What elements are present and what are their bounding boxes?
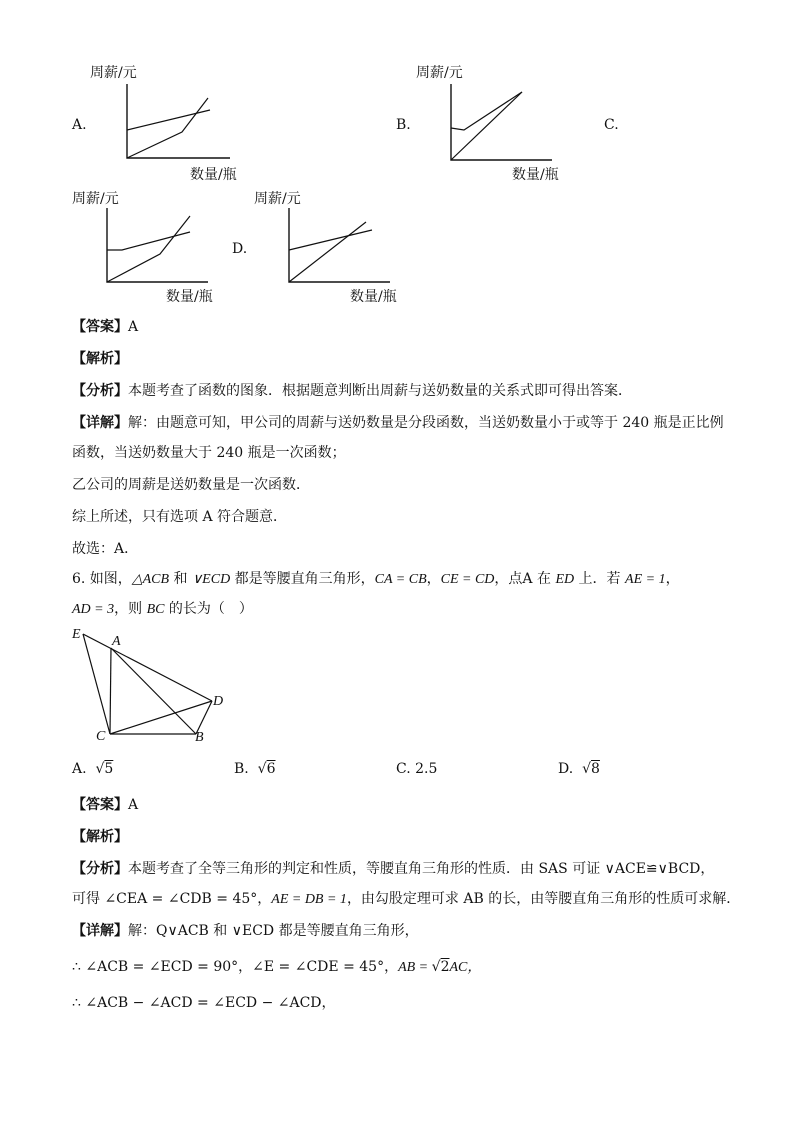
- stem-text: 和: [169, 571, 192, 587]
- axes: [107, 208, 208, 282]
- point-d-label: D: [213, 694, 224, 709]
- option-value: 5: [104, 761, 114, 777]
- segment-e-c: [83, 634, 110, 734]
- q6-stem-line-1: [72, 570, 680, 589]
- point-c-label: C: [96, 729, 106, 744]
- answer-tag: 【答案】: [72, 797, 128, 813]
- answer-value: A: [128, 797, 139, 813]
- stem-text: 6. 如图，: [72, 571, 132, 587]
- x-axis-label: 数量/瓶: [350, 289, 397, 305]
- sqrt-icon: √: [95, 761, 105, 777]
- q6-geometry-figure: [66, 624, 236, 744]
- line-jia: [451, 92, 522, 160]
- triangle-acb: △ACB: [131, 572, 170, 587]
- condition-ce-cd: CE = CD: [440, 572, 495, 587]
- line-yi: [451, 92, 522, 130]
- segment-a-b: [111, 648, 196, 734]
- xiangjie-text: 解：由题意可知，甲公司的周薪与送奶数量是分段函数，当送奶数量小于或等于 240 瓶是正比例: [128, 415, 724, 431]
- graph-b-plot: [434, 80, 664, 190]
- option-label: B.: [396, 117, 411, 133]
- option-label: C.: [396, 761, 411, 777]
- line-yi: [107, 232, 190, 250]
- point-b-label: B: [195, 730, 204, 745]
- segment-ed: ED: [555, 572, 575, 587]
- axes: [451, 84, 552, 160]
- fenxi-text: 本题考查了全等三角形的判定和性质，等腰直角三角形的性质．由 SAS 可证 ∨ACE≌∨BCD，: [128, 861, 715, 877]
- q6-analysis-tag: 【解析】: [72, 829, 128, 845]
- option-value: 8: [591, 761, 600, 777]
- y-axis-label: 周薪/元: [416, 65, 463, 81]
- condition-ae: AE = 1: [625, 572, 666, 587]
- sqrt-icon: √: [257, 761, 267, 777]
- q5-xiangjie-1: [72, 414, 724, 432]
- q6-step-2: ∴ ∠ACB − ∠ACD = ∠ECD − ∠ACD，: [72, 995, 336, 1011]
- xiangjie-text: 解：Q∨ACB 和 ∨ECD 都是等腰直角三角形，: [128, 923, 419, 939]
- x-axis-label: 数量/瓶: [166, 289, 213, 305]
- condition-ae-db: AE = DB = 1: [271, 892, 347, 907]
- fenxi-text: 本题考查了函数的图象．根据题意判断出周薪与送奶数量的关系式即可得出答案．: [128, 383, 632, 399]
- answer-value: A: [128, 319, 139, 335]
- segment-bc: BC: [146, 602, 165, 617]
- stem-text: ，: [426, 571, 441, 587]
- step-text: AC，: [449, 960, 482, 975]
- q6-option-d: [558, 760, 600, 778]
- stem-text: ，则: [114, 601, 147, 617]
- q6-stem-line-2: [72, 600, 253, 619]
- line-yi: [289, 230, 372, 250]
- option-label: C.: [604, 117, 619, 133]
- q5-line-3: 乙公司的周薪是送奶数量是一次函数．: [72, 477, 310, 493]
- xiangjie-tag: 【详解】: [72, 415, 128, 431]
- sqrt-icon: √: [431, 959, 441, 975]
- line-jia: [289, 222, 366, 282]
- q6-answer: [72, 796, 138, 814]
- condition-ad: AD = 3: [72, 602, 115, 617]
- stem-text: 都是等腰直角三角形，: [230, 571, 375, 587]
- y-axis-label: 周薪/元: [72, 191, 119, 207]
- q5-answer: [72, 318, 138, 336]
- q6-option-b: [234, 760, 276, 778]
- step-text: AB =: [398, 960, 432, 975]
- q6-xiangjie-1: [72, 922, 419, 940]
- stem-text: ，: [665, 571, 680, 587]
- line-jia: [127, 98, 208, 158]
- line-jia: [107, 216, 190, 282]
- stem-text: ，点A 在: [494, 571, 556, 587]
- point-e-label: E: [72, 627, 81, 642]
- q6-option-c: [396, 760, 437, 778]
- point-a-label: A: [112, 634, 121, 649]
- stem-text: 上．若: [574, 571, 626, 587]
- option-value: 6: [266, 761, 276, 777]
- q6-fenxi-2: [72, 890, 740, 909]
- option-label: D.: [558, 761, 574, 777]
- y-axis-label: 周薪/元: [254, 191, 301, 207]
- stem-text: 的长为（ ）: [164, 601, 253, 617]
- triangle-ecd: ∨ECD: [191, 572, 231, 587]
- y-axis-label: 周薪/元: [90, 65, 137, 81]
- q5-fenxi: [72, 382, 632, 400]
- fenxi-tag: 【分析】: [72, 383, 128, 399]
- xiangjie-tag: 【详解】: [72, 923, 128, 939]
- q5-line-5: 故选：A．: [72, 541, 139, 557]
- step-text: ∴ ∠ACB = ∠ECD = 90°，∠E = ∠CDE = 45°，: [72, 959, 399, 975]
- q6-option-a: [72, 760, 113, 778]
- option-label: A.: [72, 761, 87, 777]
- segment-e-d: [83, 634, 212, 701]
- fenxi-tag: 【分析】: [72, 861, 128, 877]
- x-axis-label: 数量/瓶: [190, 167, 237, 183]
- fenxi-text: 可得 ∠CEA = ∠CDB = 45°，: [72, 891, 272, 907]
- line-yi: [127, 110, 210, 130]
- answer-tag: 【答案】: [72, 319, 128, 335]
- condition-ca-cb: CA = CB: [374, 572, 427, 587]
- option-label: D.: [232, 241, 248, 257]
- fenxi-text: ，由勾股定理可求 AB 的长，由等腰直角三角形的性质可求解．: [346, 891, 741, 907]
- sqrt-icon: √: [582, 761, 592, 777]
- option-value: 2.5: [415, 761, 438, 777]
- segment-a-c: [110, 648, 111, 734]
- x-axis-label: 数量/瓶: [512, 167, 559, 183]
- step-text: 2: [440, 959, 450, 975]
- q5-line-4: 综上所述，只有选项 A 符合题意．: [72, 509, 288, 525]
- graph-d-plot: [272, 202, 502, 312]
- graph-a-plot: [110, 80, 340, 190]
- q6-step-1: [72, 958, 481, 977]
- q5-analysis-tag: 【解析】: [72, 351, 128, 367]
- q6-fenxi-1: [72, 860, 714, 878]
- q5-xiangjie-2: 函数，当送奶数量大于 240 瓶是一次函数；: [72, 445, 346, 461]
- axes: [127, 84, 230, 158]
- option-label: B.: [234, 761, 249, 777]
- option-label: A.: [72, 117, 87, 133]
